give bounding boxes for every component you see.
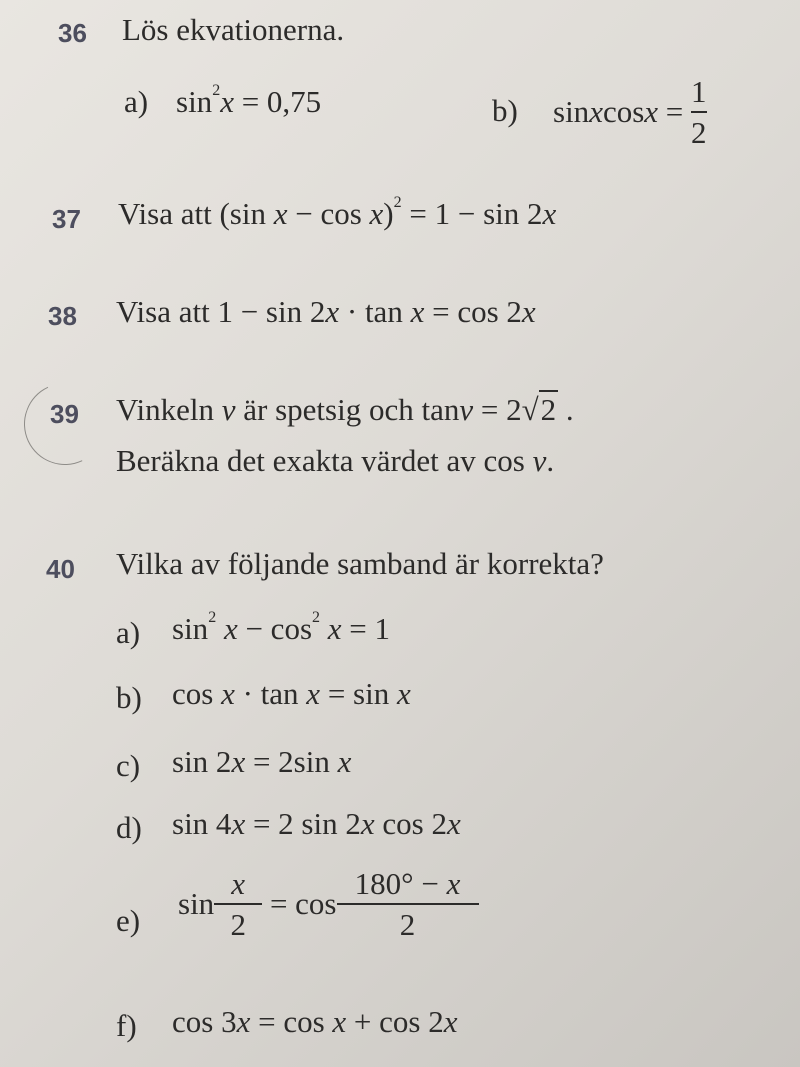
problem-40-a-equation: $\sin^2 x - \cos^2 x = 1$ bbox=[172, 609, 391, 646]
problem-38-text: Visa att 1 − sin 2x · tan x = cos 2x bbox=[116, 294, 536, 329]
problem-40-e-label: e) bbox=[116, 903, 141, 938]
problem-40-a-label: a) bbox=[116, 615, 141, 650]
problem-number-38: 38 bbox=[48, 301, 77, 331]
problem-36-title: Lös ekvationerna. bbox=[122, 12, 345, 47]
problem-36-b-equation: sinxcosx = $\frac{1}{2}$ bbox=[553, 74, 707, 150]
problem-40-d-label: d) bbox=[116, 810, 142, 845]
problem-40-f-label: f) bbox=[116, 1008, 137, 1043]
problem-40-b-equation: cos x · tan x = sin x bbox=[172, 676, 411, 711]
problem-40-f-equation: cos 3x = cos x + cos 2x bbox=[172, 1004, 458, 1039]
problem-40-c-equation: sin 2x = 2sin x bbox=[172, 744, 352, 779]
problem-40-d-equation: sin 4x = 2 sin 2x cos 2x bbox=[172, 806, 461, 841]
problem-39-line2: Beräkna det exakta värdet av cos v. bbox=[116, 443, 555, 478]
problem-37-text: Visa att (sin x − cos x)$^2$ = 1 − sin 2x bbox=[118, 194, 557, 231]
problem-40-e-equation: sin $\frac{x}{2}$ = cos $\frac{180^\circ - x}{2}$ bbox=[178, 868, 479, 940]
problem-number-36: 36 bbox=[58, 18, 87, 48]
problem-number-37: 37 bbox=[52, 204, 81, 234]
problem-number-40: 40 bbox=[46, 554, 75, 584]
problem-40-title: Vilka av följande samband är korrekta? bbox=[116, 546, 604, 581]
problem-39-line1: Vinkeln v är spetsig och tanv = 2√2 . bbox=[116, 392, 574, 427]
problem-40-b-label: b) bbox=[116, 680, 142, 715]
problem-36-b-label: b) bbox=[492, 93, 518, 128]
problem-40-c-label: c) bbox=[116, 748, 141, 783]
problem-36-a-label: a) bbox=[124, 84, 149, 119]
problem-number-39: 39 bbox=[50, 399, 79, 429]
problem-36-a-equation: $\sin^2x = 0,75$ bbox=[176, 82, 322, 119]
